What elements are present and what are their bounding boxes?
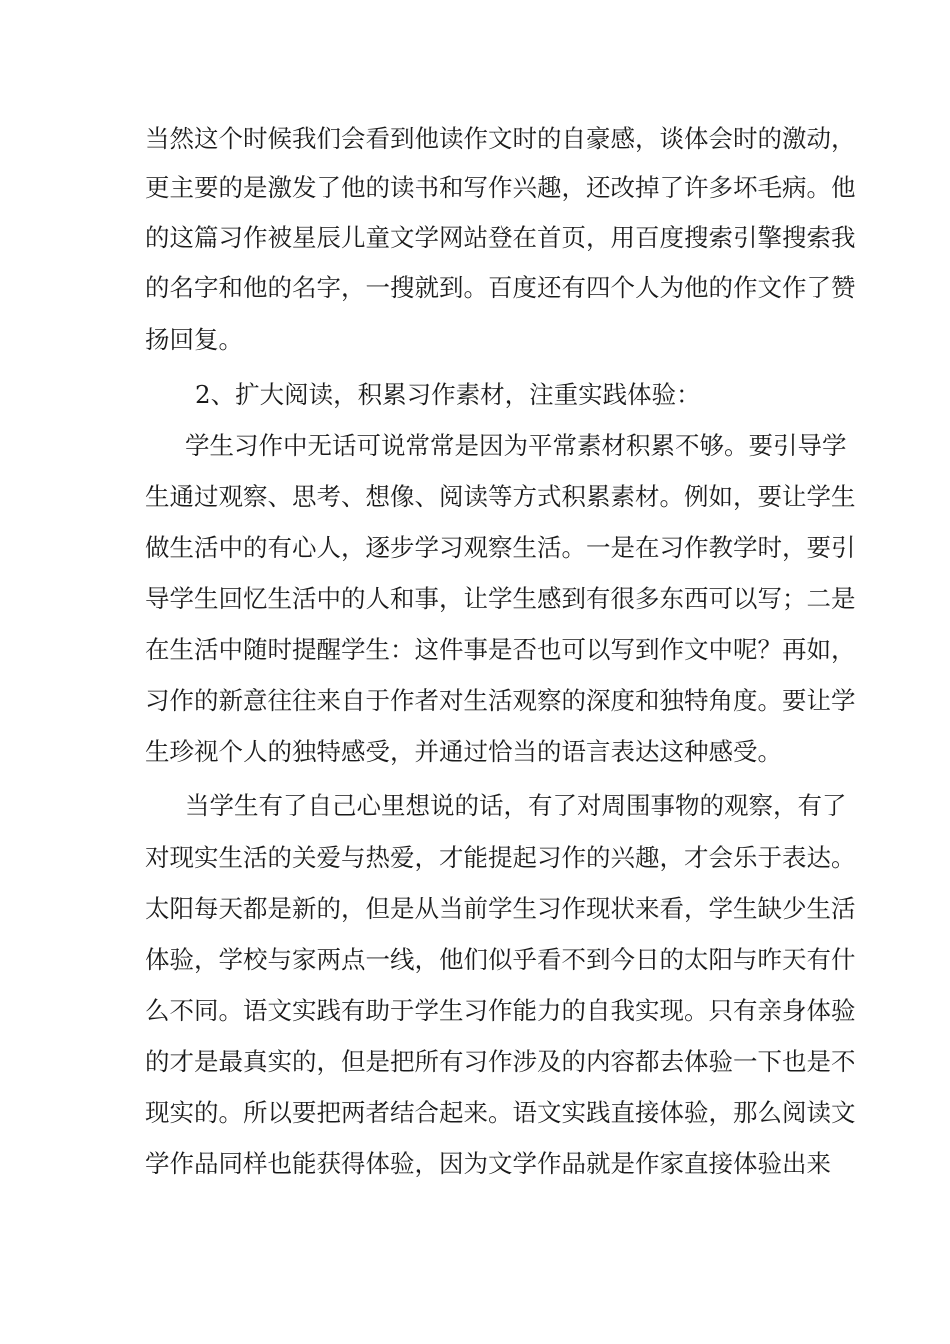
section-heading: 2、扩大阅读，积累习作素材，注重实践体验： <box>195 380 701 409</box>
paragraph-line: 生珍视个人的独特感受，并通过恰当的语言表达这种感受。 <box>145 737 782 766</box>
paragraph-line: 扬回复。 <box>145 325 243 354</box>
paragraph-line: 的这篇习作被星辰儿童文学网站登在首页，用百度搜索引擎搜索我 <box>145 223 856 252</box>
paragraph-line: 导学生回忆生活中的人和事，让学生感到有很多东西可以写；二是 <box>145 584 856 613</box>
paragraph-line: 的名字和他的名字，一搜就到。百度还有四个人为他的作文作了赞 <box>145 273 856 302</box>
paragraph-line: 做生活中的有心人，逐步学习观察生活。一是在习作教学时，要引 <box>145 533 856 562</box>
paragraph-line: 当学生有了自己心里想说的话，有了对周围事物的观察，有了 <box>185 791 847 820</box>
paragraph-line: 对现实生活的关爱与热爱，才能提起习作的兴趣，才会乐于表达。 <box>145 843 856 872</box>
paragraph-line: 学作品同样也能获得体验，因为文学作品就是作家直接体验出来 <box>145 1149 831 1178</box>
paragraph-line: 在生活中随时提醒学生：这件事是否也可以写到作文中呢？再如， <box>145 635 856 664</box>
paragraph-line: 现实的。所以要把两者结合起来。语文实践直接体验，那么阅读文 <box>145 1098 856 1127</box>
paragraph-line: 学生习作中无话可说常常是因为平常素材积累不够。要引导学 <box>185 431 847 460</box>
paragraph-line: 么不同。语文实践有助于学生习作能力的自我实现。只有亲身体验 <box>145 996 856 1025</box>
paragraph-line: 的才是最真实的，但是把所有习作涉及的内容都去体验一下也是不 <box>145 1047 856 1076</box>
paragraph-line: 更主要的是激发了他的读书和写作兴趣，还改掉了许多坏毛病。他 <box>145 173 856 202</box>
paragraph-line: 当然这个时候我们会看到他读作文时的自豪感，谈体会时的激动， <box>145 124 856 153</box>
paragraph-line: 太阳每天都是新的，但是从当前学生习作现状来看，学生缺少生活 <box>145 894 856 923</box>
paragraph-line: 习作的新意往往来自于作者对生活观察的深度和独特角度。要让学 <box>145 686 856 715</box>
paragraph-line: 生通过观察、思考、想像、阅读等方式积累素材。例如，要让学生 <box>145 482 856 511</box>
paragraph-line: 体验，学校与家两点一线，他们似乎看不到今日的太阳与昨天有什 <box>145 945 856 974</box>
